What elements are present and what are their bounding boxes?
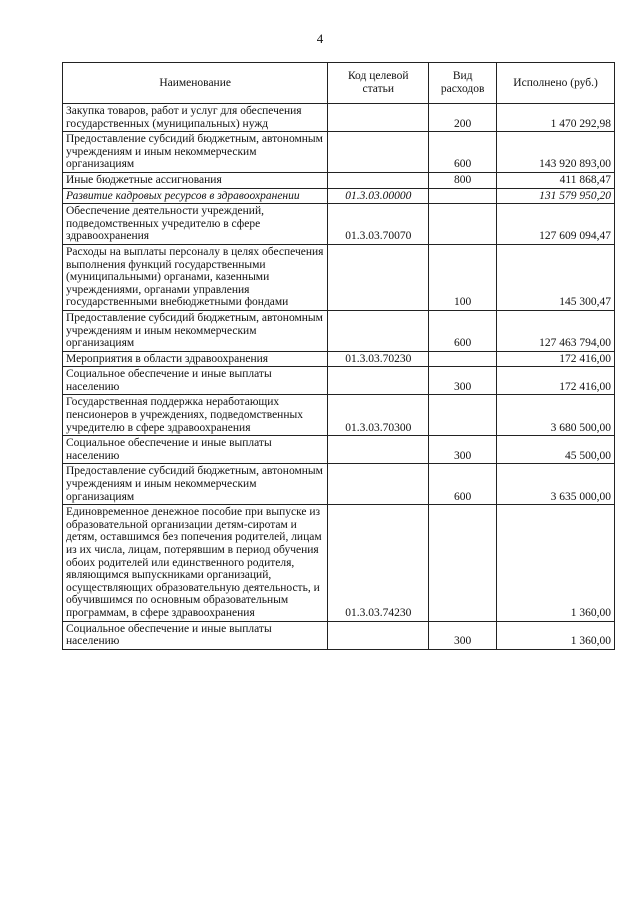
table-row [63,436,615,464]
row-type-cell: 300 [429,367,497,395]
row-sum-cell: 1 360,00 [497,621,615,649]
header-sum: Исполнено (руб.) [497,63,615,104]
row-code-cell [328,367,429,395]
table-row [63,244,615,310]
row-sum-cell: 45 500,00 [497,436,615,464]
table-row [63,310,615,351]
row-sum-cell: 3 635 000,00 [497,464,615,505]
row-sum-cell: 172 416,00 [497,367,615,395]
row-code-cell: 01.3.03.70070 [328,204,429,245]
row-name-cell: Расходы на выплаты персоналу в целях обеспечения выполнения функций государственными (муниципальными) органами, казенными учреждениями, органами управления государственными внебюджетными фондами [63,244,328,310]
row-name-cell: Мероприятия в области здравоохранения [63,351,328,367]
table-row [63,367,615,395]
row-code-cell: 01.3.03.70230 [328,351,429,367]
row-type-cell [429,204,497,245]
header-type: Вид расходов [429,63,497,104]
row-sum-cell: 3 680 500,00 [497,395,615,436]
budget-execution-table [62,62,615,650]
row-type-cell: 800 [429,172,497,188]
header-code: Код целевой статьи [328,63,429,104]
row-code-cell: 01.3.03.70300 [328,395,429,436]
row-code-cell [328,436,429,464]
row-name-cell: Государственная поддержка неработающих пенсионеров в учреждениях, подведомственных учредителю в сфере здравоохранения [63,395,328,436]
row-name-cell: Социальное обеспечение и иные выплаты населению [63,367,328,395]
table-row [63,464,615,505]
row-type-cell: 600 [429,310,497,351]
row-sum-cell: 131 579 950,20 [497,188,615,204]
row-type-cell [429,395,497,436]
table-row [63,395,615,436]
table-row [63,351,615,367]
row-sum-cell: 1 470 292,98 [497,104,615,132]
table-row [63,104,615,132]
table-header-row [63,63,615,104]
row-sum-cell: 172 416,00 [497,351,615,367]
row-code-cell [328,244,429,310]
row-code-cell [328,310,429,351]
table-row [63,621,615,649]
row-code-cell: 01.3.03.00000 [328,188,429,204]
row-name-cell: Закупка товаров, работ и услуг для обеспечения государственных (муниципальных) нужд [63,104,328,132]
row-name-cell: Социальное обеспечение и иные выплаты населению [63,436,328,464]
row-code-cell [328,104,429,132]
row-code-cell: 01.3.03.74230 [328,505,429,621]
row-code-cell [328,172,429,188]
row-type-cell: 100 [429,244,497,310]
row-code-cell [328,621,429,649]
row-name-cell: Социальное обеспечение и иные выплаты населению [63,621,328,649]
row-sum-cell: 127 463 794,00 [497,310,615,351]
row-name-cell: Иные бюджетные ассигнования [63,172,328,188]
row-name-cell: Обеспечение деятельности учреждений, подведомственных учредителю в сфере здравоохранения [63,204,328,245]
row-sum-cell: 127 609 094,47 [497,204,615,245]
table-row [63,172,615,188]
row-name-cell: Развитие кадровых ресурсов в здравоохранении [63,188,328,204]
row-name-cell: Предоставление субсидий бюджетным, автономным учреждениям и иным некоммерческим организациям [63,132,328,173]
header-name: Наименование [63,63,328,104]
row-type-cell [429,188,497,204]
row-type-cell: 200 [429,104,497,132]
table-body [63,104,615,650]
row-type-cell: 300 [429,621,497,649]
row-name-cell: Предоставление субсидий бюджетным, автономным учреждениям и иным некоммерческим организациям [63,310,328,351]
row-type-cell: 300 [429,436,497,464]
row-type-cell [429,351,497,367]
row-name-cell: Предоставление субсидий бюджетным, автономным учреждениям и иным некоммерческим организациям [63,464,328,505]
row-name-cell: Единовременное денежное пособие при выпуске из образовательной организации детям-сиротам и детям, оставшимся без попечения родителей, лицам из их числа, лицам, потерявшим в период обучения обоих родителей или единственного родителя, являющимся выпускниками организаций, осуществляющих образовательную деятельность, и обучившимся по основным образовательным программам, в сфере здравоохранения [63,505,328,621]
row-sum-cell: 411 868,47 [497,172,615,188]
row-code-cell [328,132,429,173]
table-row [63,188,615,204]
page-number: 4 [316,31,324,46]
table-row [63,204,615,245]
row-sum-cell: 145 300,47 [497,244,615,310]
table-row [63,132,615,173]
row-code-cell [328,464,429,505]
row-type-cell [429,505,497,621]
row-type-cell: 600 [429,464,497,505]
row-type-cell: 600 [429,132,497,173]
row-sum-cell: 1 360,00 [497,505,615,621]
row-sum-cell: 143 920 893,00 [497,132,615,173]
table-row [63,505,615,621]
